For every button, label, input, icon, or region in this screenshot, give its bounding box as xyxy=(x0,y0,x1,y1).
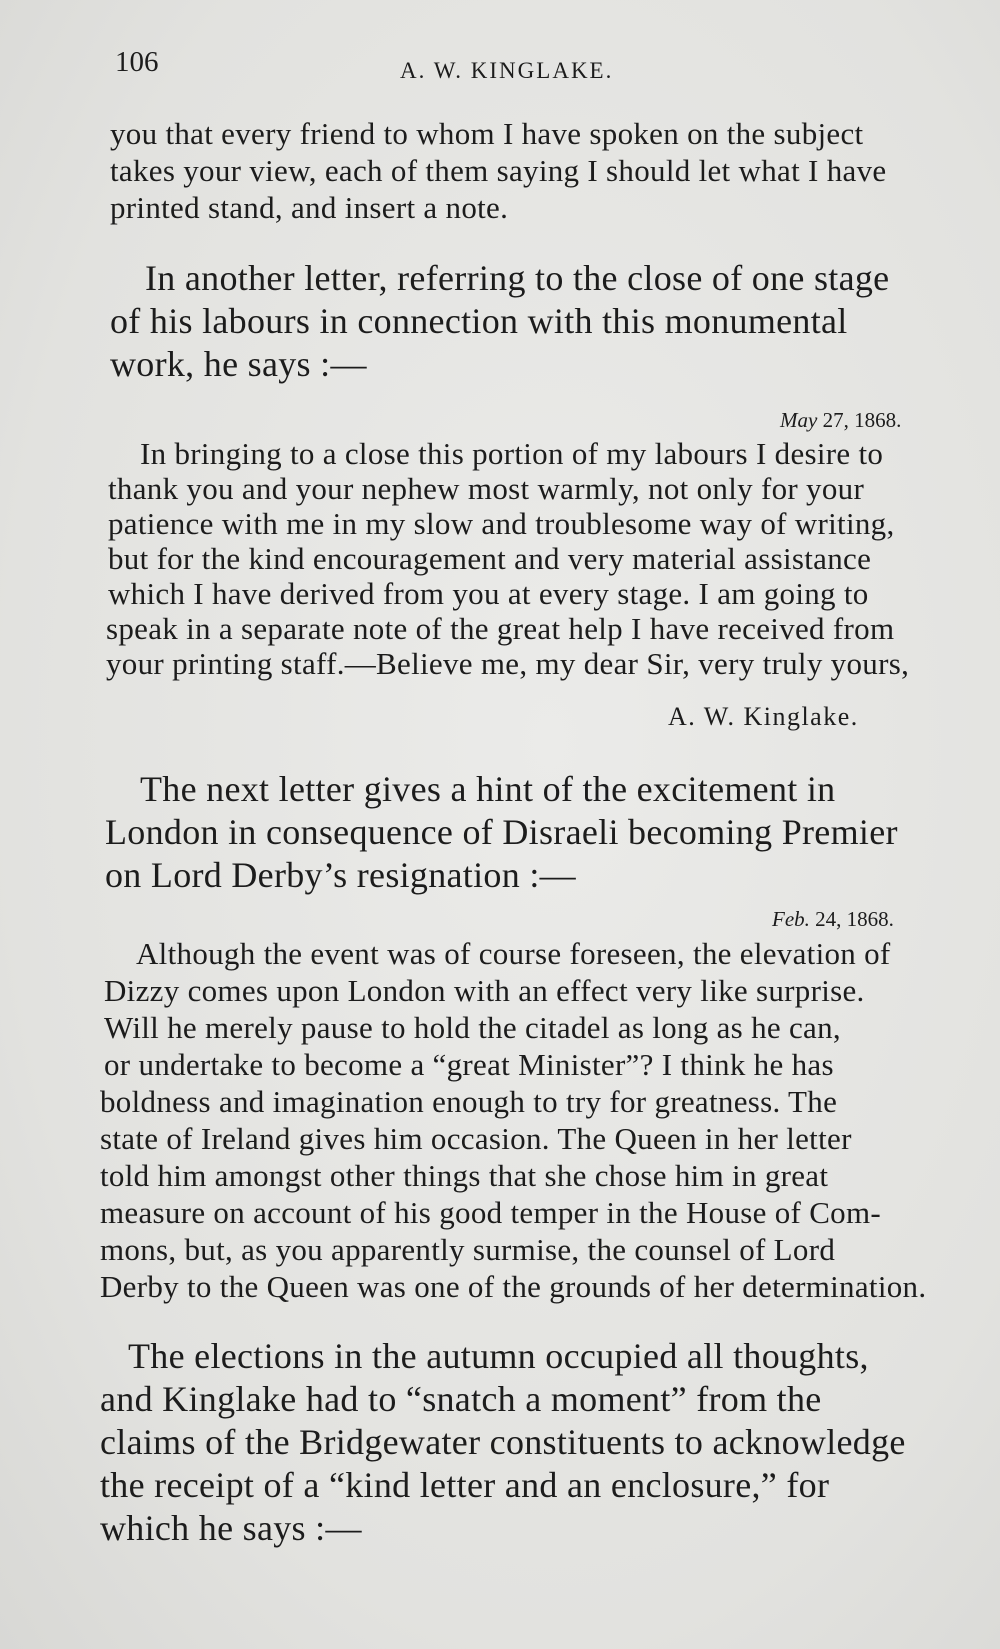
narrative-line: London in consequence of Disraeli becoming Premier xyxy=(105,812,898,852)
letter-dateline xyxy=(780,408,901,433)
letter-line: measure on account of his good temper in the House of Com- xyxy=(100,1195,882,1230)
narrative-line: In another letter, referring to the close of one stage xyxy=(145,258,890,298)
letter-line: told him amongst other things that she chose him in great xyxy=(100,1158,829,1193)
letter-line: but for the kind encouragement and very material assistance xyxy=(108,541,872,576)
letter-line: thank you and your nephew most warmly, not only for your xyxy=(108,471,865,506)
date-month: May xyxy=(780,408,818,432)
letter-line: or undertake to become a “great Minister”? I think he has xyxy=(104,1047,834,1082)
narrative-line: which he says :— xyxy=(100,1508,362,1548)
narrative-line: claims of the Bridgewater constituents to acknowledge xyxy=(100,1422,906,1462)
narrative-line: The next letter gives a hint of the excitement in xyxy=(140,769,836,809)
letter-line: your printing staff.—Believe me, my dear Sir, very truly yours, xyxy=(106,646,910,681)
narrative-line: the receipt of a “kind letter and an enclosure,” for xyxy=(100,1465,830,1505)
letter-line: takes your view, each of them saying I should let what I have xyxy=(110,153,887,188)
letter-line: printed stand, and insert a note. xyxy=(110,190,509,225)
letter-line: Dizzy comes upon London with an effect very like surprise. xyxy=(104,973,865,1008)
narrative-line: The elections in the autumn occupied all thoughts, xyxy=(128,1336,869,1376)
page-number: 106 xyxy=(115,46,159,78)
letter-line: which I have derived from you at every stage. I am going to xyxy=(108,576,869,611)
date-day-year: 24, 1868. xyxy=(809,907,894,931)
letter-line: Although the event was of course foreseen, the elevation of xyxy=(136,936,891,971)
letter-line: patience with me in my slow and troublesome way of writing, xyxy=(108,506,895,541)
letter-line: boldness and imagination enough to try for greatness. The xyxy=(100,1084,838,1119)
letter-line: state of Ireland gives him occasion. The Queen in her letter xyxy=(100,1121,852,1156)
letter-line: Will he merely pause to hold the citadel as long as he can, xyxy=(104,1010,841,1045)
date-month: Feb. xyxy=(772,907,810,931)
running-head: A. W. KINGLAKE. xyxy=(400,58,614,83)
letter-line: In bringing to a close this portion of my labours I desire to xyxy=(140,436,884,471)
narrative-line: of his labours in connection with this monumental xyxy=(110,301,848,341)
letter-line: you that every friend to whom I have spoken on the subject xyxy=(110,116,864,151)
narrative-line: on Lord Derby’s resignation :— xyxy=(105,855,576,895)
letter-dateline xyxy=(772,907,894,932)
letter-line: speak in a separate note of the great help I have received from xyxy=(106,611,895,646)
narrative-line: and Kinglake had to “snatch a moment” from the xyxy=(100,1379,822,1419)
date-day-year: 27, 1868. xyxy=(817,408,902,432)
letter-signature: A. W. Kinglake. xyxy=(668,702,859,731)
narrative-line: work, he says :— xyxy=(110,344,367,384)
letter-line: Derby to the Queen was one of the grounds of her determination. xyxy=(100,1269,927,1304)
page-header xyxy=(0,46,1000,86)
letter-line: mons, but, as you apparently surmise, the counsel of Lord xyxy=(100,1232,836,1267)
